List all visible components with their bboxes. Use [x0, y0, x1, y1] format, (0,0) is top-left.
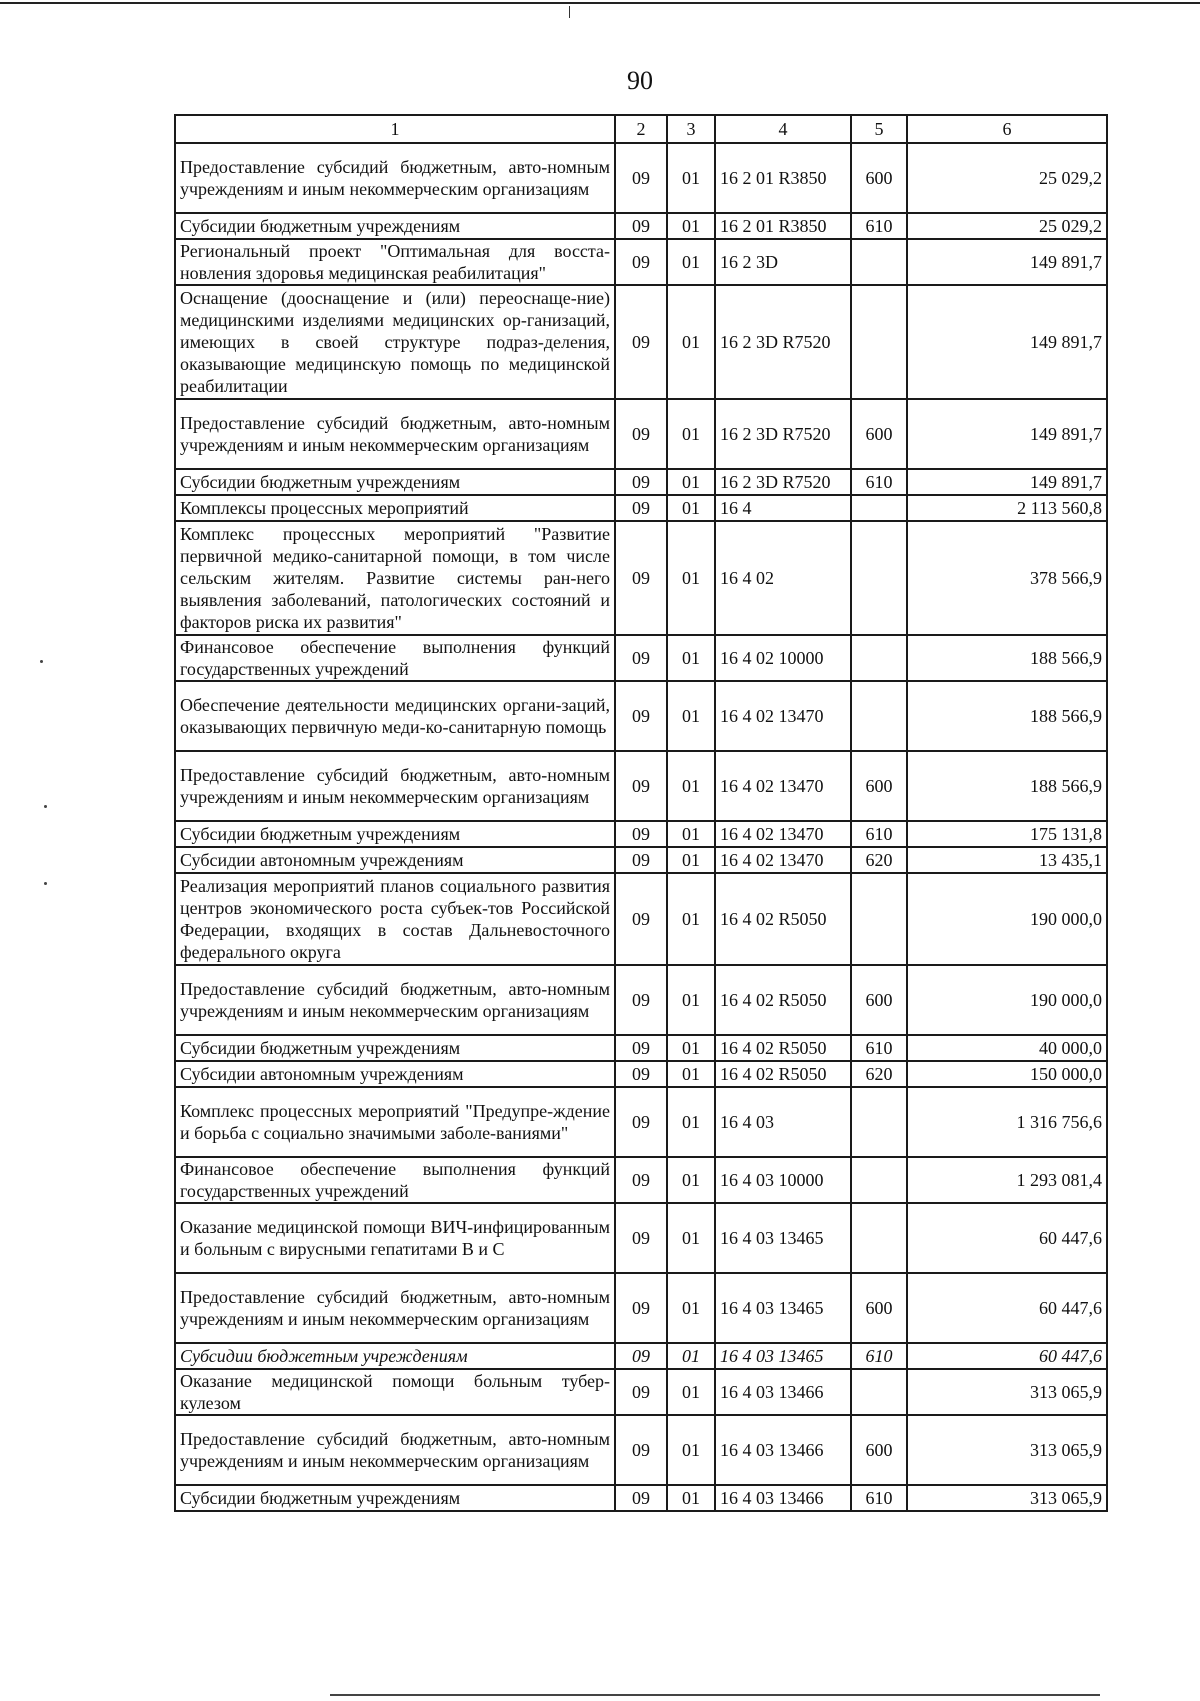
- header-col-6: 6: [907, 115, 1107, 143]
- row-section-cell: 09: [615, 1035, 667, 1061]
- page-number: 90: [627, 66, 653, 95]
- row-name-cell: Оказание медицинской помощи больным тубер-кулезом: [175, 1369, 615, 1415]
- row-name-cell: Финансовое обеспечение выполнения функций государственных учреждений: [175, 1157, 615, 1203]
- row-expense-type-cell: [851, 635, 907, 681]
- row-amount-cell: 190 000,0: [907, 873, 1107, 965]
- table-row: [175, 469, 1107, 495]
- row-target-article-cell: 16 4 03 13465: [715, 1273, 851, 1343]
- row-amount-cell: 378 566,9: [907, 521, 1107, 635]
- row-subsection-cell: 01: [667, 635, 715, 681]
- row-name-cell: Субсидии бюджетным учреждениям: [175, 1035, 615, 1061]
- row-amount-cell: 150 000,0: [907, 1061, 1107, 1087]
- table-row: [175, 635, 1107, 681]
- row-amount-cell: 188 566,9: [907, 635, 1107, 681]
- table-row: [175, 399, 1107, 469]
- row-target-article-cell: 16 4 02 R5050: [715, 1061, 851, 1087]
- row-subsection-cell: 01: [667, 1061, 715, 1087]
- table-header-row: [175, 115, 1107, 143]
- row-name-cell: Комплекс процессных мероприятий "Развитие первичной медико-санитарной помощи, в том числе сельским жителям. Развитие системы ран-него выявления заболеваний, патологических состояний и факторов риска их развития": [175, 521, 615, 635]
- row-subsection-cell: 01: [667, 1035, 715, 1061]
- row-subsection-cell: 01: [667, 965, 715, 1035]
- table-row: [175, 1087, 1107, 1157]
- row-amount-cell: 25 029,2: [907, 213, 1107, 239]
- row-expense-type-cell: [851, 285, 907, 399]
- row-subsection-cell: 01: [667, 143, 715, 213]
- table-row: [175, 821, 1107, 847]
- row-name-cell: Субсидии автономным учреждениям: [175, 1061, 615, 1087]
- row-target-article-cell: 16 4 02 13470: [715, 847, 851, 873]
- row-target-article-cell: 16 4 02 10000: [715, 635, 851, 681]
- row-name-cell: Субсидии бюджетным учреждениям: [175, 821, 615, 847]
- row-amount-cell: 313 065,9: [907, 1485, 1107, 1511]
- row-amount-cell: 40 000,0: [907, 1035, 1107, 1061]
- header-col-1: 1: [175, 115, 615, 143]
- row-name-cell: Субсидии бюджетным учреждениям: [175, 1343, 615, 1369]
- table-row: [175, 1415, 1107, 1485]
- row-amount-cell: 175 131,8: [907, 821, 1107, 847]
- row-subsection-cell: 01: [667, 239, 715, 285]
- row-section-cell: 09: [615, 1415, 667, 1485]
- row-subsection-cell: 01: [667, 681, 715, 751]
- margin-dot: [44, 882, 47, 885]
- row-target-article-cell: 16 4 03 13466: [715, 1369, 851, 1415]
- row-target-article-cell: 16 4 03 13465: [715, 1203, 851, 1273]
- row-subsection-cell: 01: [667, 1087, 715, 1157]
- row-target-article-cell: 16 4 03: [715, 1087, 851, 1157]
- bottom-border-line: [330, 1694, 1100, 1696]
- row-name-cell: Комплекс процессных мероприятий "Предупре-ждение и борьба с социально значимыми заболе-ваниями": [175, 1087, 615, 1157]
- row-section-cell: 09: [615, 681, 667, 751]
- row-amount-cell: 149 891,7: [907, 469, 1107, 495]
- row-target-article-cell: 16 2 3D R7520: [715, 399, 851, 469]
- row-subsection-cell: 01: [667, 1485, 715, 1511]
- row-subsection-cell: 01: [667, 495, 715, 521]
- row-amount-cell: 188 566,9: [907, 681, 1107, 751]
- row-expense-type-cell: 600: [851, 965, 907, 1035]
- row-amount-cell: 1 293 081,4: [907, 1157, 1107, 1203]
- row-name-cell: Обеспечение деятельности медицинских органи-заций, оказывающих первичную меди-ко-санитарную помощь: [175, 681, 615, 751]
- row-expense-type-cell: 610: [851, 821, 907, 847]
- row-expense-type-cell: 610: [851, 213, 907, 239]
- row-target-article-cell: 16 2 01 R3850: [715, 213, 851, 239]
- row-expense-type-cell: 610: [851, 469, 907, 495]
- row-section-cell: 09: [615, 1087, 667, 1157]
- row-section-cell: 09: [615, 1485, 667, 1511]
- row-expense-type-cell: 600: [851, 399, 907, 469]
- row-expense-type-cell: [851, 1157, 907, 1203]
- row-section-cell: 09: [615, 521, 667, 635]
- table-row: [175, 751, 1107, 821]
- row-section-cell: 09: [615, 239, 667, 285]
- table-row: [175, 1061, 1107, 1087]
- row-amount-cell: 188 566,9: [907, 751, 1107, 821]
- row-amount-cell: 313 065,9: [907, 1369, 1107, 1415]
- row-section-cell: 09: [615, 965, 667, 1035]
- row-expense-type-cell: [851, 1203, 907, 1273]
- row-section-cell: 09: [615, 1273, 667, 1343]
- row-subsection-cell: 01: [667, 469, 715, 495]
- table-row: [175, 847, 1107, 873]
- table-body: [175, 143, 1107, 1511]
- row-name-cell: Оснащение (дооснащение и (или) переоснаще-ние) медицинскими изделиями медицинских ор-ганизаций, имеющих в своей структуре подраз-деления, оказывающие медицинскую помощь по медицинской реабилитации: [175, 285, 615, 399]
- row-subsection-cell: 01: [667, 521, 715, 635]
- table-row: [175, 495, 1107, 521]
- row-section-cell: 09: [615, 495, 667, 521]
- row-name-cell: Финансовое обеспечение выполнения функций государственных учреждений: [175, 635, 615, 681]
- row-expense-type-cell: 600: [851, 1415, 907, 1485]
- row-target-article-cell: 16 4 02: [715, 521, 851, 635]
- row-expense-type-cell: [851, 681, 907, 751]
- row-expense-type-cell: [851, 1087, 907, 1157]
- row-section-cell: 09: [615, 399, 667, 469]
- table-row: [175, 1273, 1107, 1343]
- row-expense-type-cell: 610: [851, 1343, 907, 1369]
- row-name-cell: Региональный проект "Оптимальная для восста-новления здоровья медицинская реабилитация": [175, 239, 615, 285]
- row-subsection-cell: 01: [667, 1369, 715, 1415]
- row-amount-cell: 2 113 560,8: [907, 495, 1107, 521]
- row-target-article-cell: 16 4 03 13466: [715, 1415, 851, 1485]
- row-section-cell: 09: [615, 469, 667, 495]
- row-section-cell: 09: [615, 143, 667, 213]
- table-row: [175, 1485, 1107, 1511]
- row-amount-cell: 313 065,9: [907, 1415, 1107, 1485]
- row-section-cell: 09: [615, 873, 667, 965]
- row-expense-type-cell: 610: [851, 1485, 907, 1511]
- header-col-3: 3: [667, 115, 715, 143]
- row-amount-cell: 60 447,6: [907, 1343, 1107, 1369]
- table-row: [175, 1035, 1107, 1061]
- row-amount-cell: 60 447,6: [907, 1273, 1107, 1343]
- row-target-article-cell: 16 2 3D R7520: [715, 285, 851, 399]
- row-name-cell: Субсидии бюджетным учреждениям: [175, 469, 615, 495]
- row-amount-cell: 25 029,2: [907, 143, 1107, 213]
- row-expense-type-cell: [851, 1369, 907, 1415]
- row-target-article-cell: 16 4 02 13470: [715, 821, 851, 847]
- row-section-cell: 09: [615, 285, 667, 399]
- row-name-cell: Предоставление субсидий бюджетным, авто-номным учреждениям и иным некоммерческим организациям: [175, 399, 615, 469]
- row-subsection-cell: 01: [667, 751, 715, 821]
- row-expense-type-cell: 600: [851, 1273, 907, 1343]
- row-name-cell: Субсидии бюджетным учреждениям: [175, 213, 615, 239]
- table-row: [175, 239, 1107, 285]
- row-amount-cell: 149 891,7: [907, 239, 1107, 285]
- table-row: [175, 1203, 1107, 1273]
- row-subsection-cell: 01: [667, 821, 715, 847]
- header-col-2: 2: [615, 115, 667, 143]
- row-expense-type-cell: 600: [851, 751, 907, 821]
- row-name-cell: Предоставление субсидий бюджетным, авто-номным учреждениям и иным некоммерческим организациям: [175, 1273, 615, 1343]
- row-amount-cell: 190 000,0: [907, 965, 1107, 1035]
- row-section-cell: 09: [615, 751, 667, 821]
- row-amount-cell: 60 447,6: [907, 1203, 1107, 1273]
- row-expense-type-cell: 620: [851, 847, 907, 873]
- row-subsection-cell: 01: [667, 1203, 715, 1273]
- row-amount-cell: 149 891,7: [907, 285, 1107, 399]
- table-row: [175, 1343, 1107, 1369]
- row-section-cell: 09: [615, 1203, 667, 1273]
- row-section-cell: 09: [615, 847, 667, 873]
- row-target-article-cell: 16 4 02 13470: [715, 681, 851, 751]
- row-expense-type-cell: [851, 239, 907, 285]
- row-subsection-cell: 01: [667, 873, 715, 965]
- row-section-cell: 09: [615, 1369, 667, 1415]
- margin-dot: [44, 805, 47, 808]
- row-subsection-cell: 01: [667, 1343, 715, 1369]
- table-row: [175, 521, 1107, 635]
- row-subsection-cell: 01: [667, 1157, 715, 1203]
- row-section-cell: 09: [615, 821, 667, 847]
- row-name-cell: Предоставление субсидий бюджетным, авто-номным учреждениям и иным некоммерческим организациям: [175, 751, 615, 821]
- row-expense-type-cell: [851, 521, 907, 635]
- table-row: [175, 213, 1107, 239]
- row-expense-type-cell: 610: [851, 1035, 907, 1061]
- row-target-article-cell: 16 2 3D: [715, 239, 851, 285]
- table-row: [175, 681, 1107, 751]
- table-row: [175, 1157, 1107, 1203]
- row-name-cell: Субсидии бюджетным учреждениям: [175, 1485, 615, 1511]
- row-amount-cell: 13 435,1: [907, 847, 1107, 873]
- row-name-cell: Оказание медицинской помощи ВИЧ-инфицированным и больным с вирусными гепатитами В и С: [175, 1203, 615, 1273]
- row-subsection-cell: 01: [667, 213, 715, 239]
- top-tick-mark: [569, 6, 570, 18]
- row-expense-type-cell: [851, 495, 907, 521]
- row-name-cell: Субсидии автономным учреждениям: [175, 847, 615, 873]
- row-subsection-cell: 01: [667, 847, 715, 873]
- table-row: [175, 143, 1107, 213]
- row-name-cell: Реализация мероприятий планов социального развития центров экономического роста субъек-тов Российской Федерации, входящих в состав Дальневосточного федерального округа: [175, 873, 615, 965]
- row-target-article-cell: 16 4 02 13470: [715, 751, 851, 821]
- header-col-5: 5: [851, 115, 907, 143]
- table-row: [175, 965, 1107, 1035]
- margin-dot: [40, 660, 43, 663]
- row-amount-cell: 1 316 756,6: [907, 1087, 1107, 1157]
- row-subsection-cell: 01: [667, 399, 715, 469]
- table-row: [175, 873, 1107, 965]
- row-section-cell: 09: [615, 635, 667, 681]
- row-section-cell: 09: [615, 1061, 667, 1087]
- top-border-line: [0, 2, 1200, 4]
- row-target-article-cell: 16 2 3D R7520: [715, 469, 851, 495]
- row-target-article-cell: 16 4 03 10000: [715, 1157, 851, 1203]
- row-subsection-cell: 01: [667, 1273, 715, 1343]
- row-expense-type-cell: 600: [851, 143, 907, 213]
- row-name-cell: Предоставление субсидий бюджетным, авто-номным учреждениям и иным некоммерческим организациям: [175, 965, 615, 1035]
- header-col-4: 4: [715, 115, 851, 143]
- row-name-cell: Предоставление субсидий бюджетным, авто-номным учреждениям и иным некоммерческим организациям: [175, 1415, 615, 1485]
- row-section-cell: 09: [615, 1157, 667, 1203]
- row-section-cell: 09: [615, 213, 667, 239]
- row-subsection-cell: 01: [667, 285, 715, 399]
- row-target-article-cell: 16 4 02 R5050: [715, 1035, 851, 1061]
- row-section-cell: 09: [615, 1343, 667, 1369]
- table-row: [175, 1369, 1107, 1415]
- row-expense-type-cell: 620: [851, 1061, 907, 1087]
- table-row: [175, 285, 1107, 399]
- row-target-article-cell: 16 4 03 13466: [715, 1485, 851, 1511]
- row-name-cell: Предоставление субсидий бюджетным, авто-номным учреждениям и иным некоммерческим организациям: [175, 143, 615, 213]
- row-name-cell: Комплексы процессных мероприятий: [175, 495, 615, 521]
- row-target-article-cell: 16 4 03 13465: [715, 1343, 851, 1369]
- row-target-article-cell: 16 4 02 R5050: [715, 873, 851, 965]
- row-target-article-cell: 16 4: [715, 495, 851, 521]
- row-target-article-cell: 16 4 02 R5050: [715, 965, 851, 1035]
- row-target-article-cell: 16 2 01 R3850: [715, 143, 851, 213]
- row-amount-cell: 149 891,7: [907, 399, 1107, 469]
- row-subsection-cell: 01: [667, 1415, 715, 1485]
- budget-table: [174, 114, 1108, 1512]
- row-expense-type-cell: [851, 873, 907, 965]
